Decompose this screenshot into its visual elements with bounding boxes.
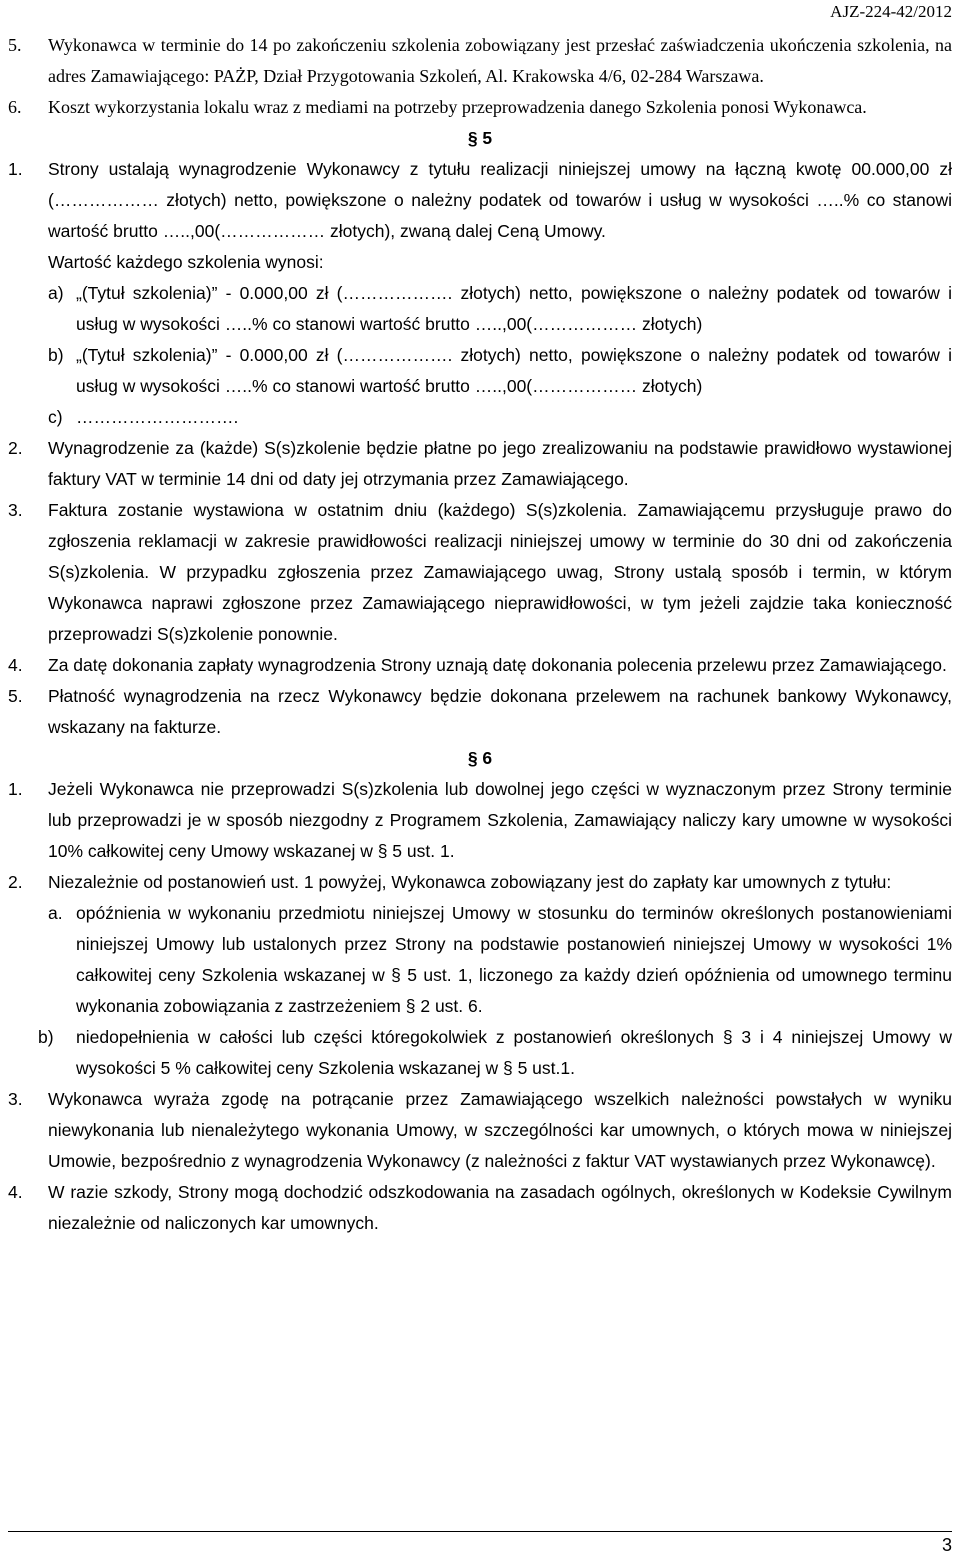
item-text: Strony ustalają wynagrodzenie Wykonawcy z tytułu realizacji niniejszej umowy na łączną kwotę 00.000,00 zł (……………… złotych) netto, powiększone o należny podatek od towarów i usług w wysokości …..% co stanowi wartość brutto …..,00(……………… złotych), zwaną dalej Ceną Umowy. — [48, 159, 952, 241]
item-number: 6. — [8, 97, 22, 117]
item-text: Jeżeli Wykonawca nie przeprowadzi S(s)zkolenia lub dowolnej jego części w wyznaczonym przez Strony terminie lub przeprowadzi je w sposób niezgodny z Programem Szkolenia, Zamawiający naliczy kary umowne w wysokości 10% całkowitej ceny Umowy wskazanej w § 5 ust. 1. — [48, 779, 952, 861]
footer-divider — [8, 1531, 952, 1532]
paragraph-5 — [8, 30, 952, 92]
list-text: „(Tytuł szkolenia)” - 0.000,00 zł (………………. złotych) netto, powiększone o należny podatek od towarów i usług w wysokości …..% co stanowi wartość brutto …..,00(……………… złotych) — [76, 345, 952, 396]
penalty-a — [8, 898, 952, 1022]
item-text: Koszt wykorzystania lokalu wraz z mediami na potrzeby przeprowadzenia danego Szkolenia ponosi Wykonawca. — [48, 97, 867, 117]
value-intro — [8, 247, 952, 278]
item-text: W razie szkody, Strony mogą dochodzić odszkodowania na zasadach ogólnych, określonych w Kodeksie Cywilnym niezależnie od naliczonych kar umownych. — [48, 1182, 952, 1233]
item-text: Faktura zostanie wystawiona w ostatnim dniu (każdego) S(s)zkolenia. Zamawiającemu przysługuje prawo do zgłoszenia reklamacji w zakresie prawidłowości realizacji niniejszej umowy w terminie do 30 dni od zakończenia S(s)zkolenia. W przypadku zgłoszenia przez Zamawiającego uwag, Strony ustalą sposób i termin, w którym Wykonawca naprawi zgłoszone przez Zamawiającego nieprawidłowości, w tym jeżeli zajdzie taka konieczność przeprowadzi S(s)zkolenie ponownie. — [48, 500, 952, 644]
section-5-item-3 — [8, 495, 952, 650]
item-text: Płatność wynagrodzenia na rzecz Wykonawcy będzie dokonana przelewem na rachunek bankowy Wykonawcy, wskazany na fakturze. — [48, 686, 952, 737]
section-5-item-1 — [8, 154, 952, 247]
document-reference: AJZ-224-42/2012 — [830, 2, 952, 21]
item-text: Niezależnie od postanowień ust. 1 powyżej, Wykonawca zobowiązany jest do zapłaty kar umownych z tytułu: — [48, 872, 892, 892]
list-label: b) — [48, 345, 64, 365]
training-value-b — [48, 340, 952, 402]
section-6-heading: § 6 — [467, 748, 493, 768]
item-number: 2. — [8, 438, 23, 458]
item-number: 2. — [8, 872, 23, 892]
list-label: c) — [48, 407, 63, 427]
page-body — [8, 30, 952, 1239]
list-label: b) — [38, 1027, 54, 1047]
section-5-item-2 — [8, 433, 952, 495]
item-text: Wynagrodzenie za (każde) S(s)zkolenie będzie płatne po jego zrealizowaniu na podstawie prawidłowo wystawionej faktury VAT w terminie 14 dni od daty jej otrzymania przez Zamawiającego. — [48, 438, 952, 489]
list-label: a) — [48, 283, 64, 303]
item-number: 5. — [8, 686, 23, 706]
list-text: niedopełnienia w całości lub części któregokolwiek z postanowień określonych § 3 i 4 niniejszej Umowy w wysokości 5 % całkowitej ceny Szkolenia wskazanej w § 5 ust.1. — [76, 1027, 952, 1078]
paragraph-6 — [8, 92, 952, 123]
training-value-a — [48, 278, 952, 340]
section-6-item-3 — [8, 1084, 952, 1177]
section-5-item-5 — [8, 681, 952, 743]
penalty-b — [8, 1022, 952, 1084]
item-number: 1. — [8, 779, 23, 799]
item-number: 5. — [8, 35, 22, 55]
list-label: a. — [48, 903, 63, 923]
item-number: 3. — [8, 1089, 23, 1109]
item-number: 1. — [8, 159, 23, 179]
section-5-item-4 — [8, 650, 952, 681]
section-6-item-1 — [8, 774, 952, 867]
section-6-item-2 — [8, 867, 952, 898]
list-text: „(Tytuł szkolenia)” - 0.000,00 zł (………………. złotych) netto, powiększone o należny podatek od towarów i usług w wysokości …..% co stanowi wartość brutto …..,00(……………… złotych) — [76, 283, 952, 334]
training-values-list — [8, 278, 952, 433]
item-text: Wykonawca w terminie do 14 po zakończeniu szkolenia zobowiązany jest przesłać zaświadczenia ukończenia szkolenia, na adres Zamawiającego: PAŻP, Dział Przygotowania Szkoleń, Al. Krakowska 4/6, 02-284 Warszawa. — [48, 35, 952, 86]
training-value-c — [48, 402, 952, 433]
item-number: 4. — [8, 655, 23, 675]
item-number: 3. — [8, 500, 23, 520]
list-text: ………………………. — [76, 407, 239, 427]
item-number: 4. — [8, 1182, 23, 1202]
item-text: Wykonawca wyraża zgodę na potrącanie przez Zamawiającego wszelkich należności powstałych w wyniku niewykonania lub nienależytego wykonania Umowy, w szczególności kar umownych, o których mowa w niniejszej Umowie, bezpośrednio z wynagrodzenia Wykonawcy (z należności z faktur VAT wystawianych przez Wykonawcę). — [48, 1089, 952, 1171]
section-5-heading: § 5 — [467, 128, 493, 148]
item-text: Za datę dokonania zapłaty wynagrodzenia Strony uznają datę dokonania polecenia przelewu przez Zamawiającego. — [48, 655, 947, 675]
list-text: opóźnienia w wykonaniu przedmiotu niniejszej Umowy w stosunku do terminów określonych postanowieniami niniejszej Umowy lub ustalonych przez Strony na podstawie postanowień niniejszej Umowy w wysokości 1% całkowitej ceny Szkolenia wskazanej w § 5 ust. 1, liczonego za każdy dzień opóźnienia od umownego terminu wykonania zobowiązania z zastrzeżeniem § 2 ust. 6. — [76, 903, 952, 1016]
section-6-item-4 — [8, 1177, 952, 1239]
value-intro-text: Wartość każdego szkolenia wynosi: — [48, 252, 324, 272]
page-number: 3 — [941, 1535, 952, 1555]
